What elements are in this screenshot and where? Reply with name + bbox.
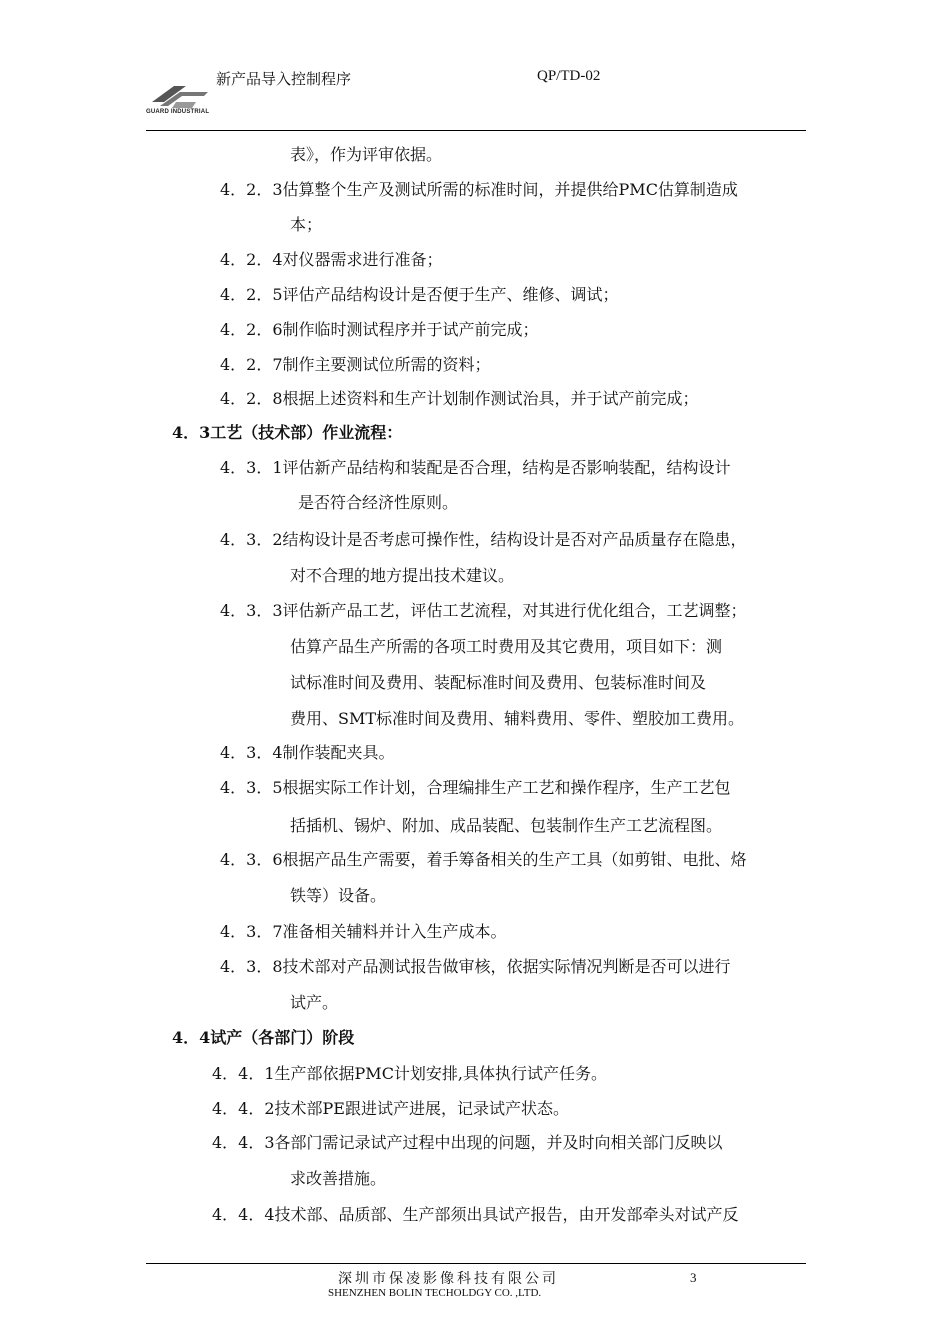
footer-divider — [146, 1263, 806, 1264]
section-heading: 4．4试产（各部门）阶段 — [172, 1028, 355, 1047]
page-number: 3 — [690, 1270, 697, 1285]
text-line: 4．4．3各部门需记录试产过程中出现的问题，并及时向相关部门反映以 — [212, 1133, 723, 1152]
company-name-en: SHENZHEN BOLIN TECHOLDGY CO. ,LTD. — [328, 1287, 542, 1299]
text-line: 表》，作为评审依据。 — [290, 145, 443, 164]
text-line: 本； — [290, 215, 323, 234]
text-line: 4．3．3评估新产品工艺，评估工艺流程，对其进行优化组合，工艺调整； — [220, 601, 747, 620]
text-line: 估算产品生产所需的各项工时费用及其它费用，项目如下：测 — [290, 637, 723, 656]
text-line: 4．3．6根据产品生产需要，着手筹备相关的生产工具（如剪钳、电批、烙 — [220, 850, 747, 869]
page-header — [0, 0, 950, 135]
text-line: 4．3．8技术部对产品测试报告做审核，依据实际情况判断是否可以进行 — [220, 957, 731, 976]
text-line: 4．2．5评估产品结构设计是否便于生产、维修、调试； — [220, 285, 619, 304]
document-code: QP/TD-02 — [537, 68, 601, 84]
document-title: 新产品导入控制程序 — [216, 70, 352, 88]
text-line: 4．2．4对仪器需求进行准备； — [220, 250, 443, 269]
text-line: 4．3．5根据实际工作计划，合理编排生产工艺和操作程序，生产工艺包 — [220, 778, 731, 797]
text-line: 4．4．2技术部PE跟进试产进展，记录试产状态。 — [212, 1099, 569, 1118]
text-line: 括插机、锡炉、附加、成品装配、包装制作生产工艺流程图。 — [290, 816, 723, 835]
text-line: 4．3．2结构设计是否考虑可操作性，结构设计是否对产品质量存在隐患， — [220, 530, 747, 549]
text-line: 试产。 — [290, 993, 339, 1012]
text-line: 4．4．1生产部依据PMC计划安排,具体执行试产任务。 — [212, 1064, 608, 1083]
section-heading: 4．3工艺（技术部）作业流程： — [172, 423, 403, 442]
logo-text: GUARD INDUSTRIAL — [146, 109, 210, 115]
text-line: 费用、SMT标准时间及费用、辅料费用、零件、塑胶加工费用。 — [290, 709, 745, 728]
text-line: 对不合理的地方提出技术建议。 — [290, 566, 515, 585]
text-line: 4．3．4制作装配夹具。 — [220, 743, 395, 762]
text-line: 4．2．8根据上述资料和生产计划制作测试治具，并于试产前完成； — [220, 389, 699, 408]
text-line: 是否符合经济性原则。 — [298, 493, 459, 512]
text-line: 铁等）设备。 — [290, 886, 387, 905]
header-divider — [146, 130, 806, 131]
text-line: 求改善措施。 — [290, 1169, 387, 1188]
text-line: 试标准时间及费用、装配标准时间及费用、包装标准时间及 — [290, 673, 707, 692]
company-name-cn: 深圳市保凌影像科技有限公司 — [338, 1271, 559, 1287]
text-line: 4．3．7准备相关辅料并计入生产成本。 — [220, 922, 507, 941]
text-line: 4．2．6制作临时测试程序并于试产前完成； — [220, 320, 539, 339]
text-line: 4．3．1评估新产品结构和装配是否合理，结构是否影响装配，结构设计 — [220, 458, 731, 477]
text-line: 4．2．7制作主要测试位所需的资料； — [220, 355, 491, 374]
text-line: 4．2．3估算整个生产及测试所需的标准时间，并提供给PMC估算制造成 — [220, 180, 738, 199]
text-line: 4．4．4技术部、品质部、生产部须出具试产报告，由开发部牵头对试产反 — [212, 1205, 739, 1224]
